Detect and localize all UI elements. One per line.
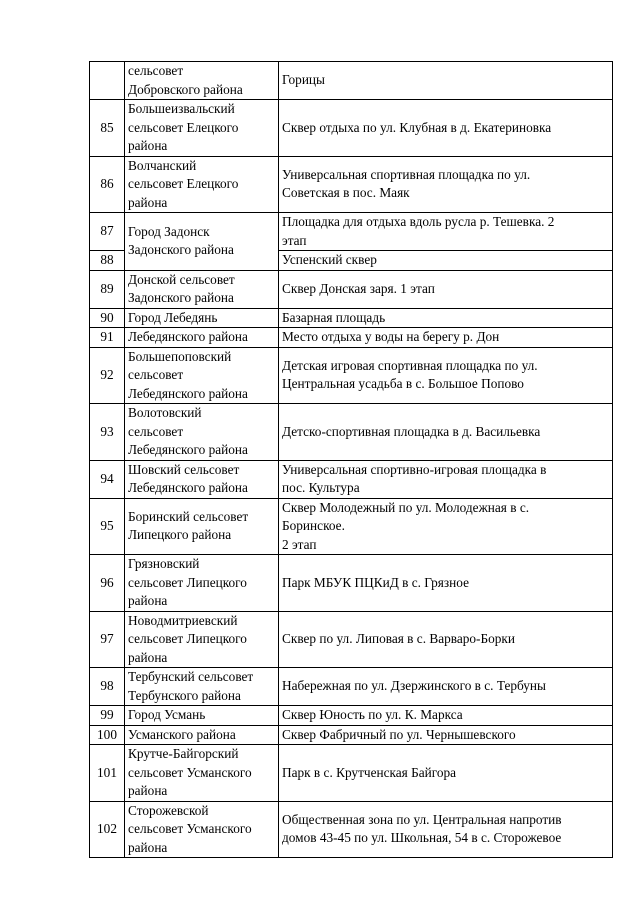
project-cell	[279, 555, 613, 612]
municipality-name: Новодмитриевский сельсовет Липецкого района	[128, 612, 247, 665]
row-number-cell: 98	[90, 668, 125, 706]
municipality-cell	[125, 555, 279, 612]
project-name: Сквер Юность по ул. К. Маркса	[282, 707, 463, 722]
municipality-name: Боринский сельсовет Липецкого района	[128, 508, 249, 543]
project-cell	[279, 801, 613, 858]
table-row	[90, 308, 613, 328]
table-row	[90, 555, 613, 612]
project-cell	[279, 347, 613, 404]
municipality-name: Грязновский сельсовет Липецкого района	[128, 556, 247, 608]
row-number-cell	[90, 62, 125, 100]
municipality-cell	[125, 328, 279, 348]
municipality-cell	[125, 404, 279, 461]
table-row	[90, 745, 613, 802]
municipality-name: Тербунский сельсовет Тербунского района	[128, 669, 254, 703]
row-number-cell: 99	[90, 706, 125, 726]
project-name: Базарная площадь	[282, 309, 386, 325]
project-name: Сквер Донская заря. 1 этап	[282, 280, 435, 296]
project-cell	[279, 498, 613, 555]
project-name: Успенский сквер	[282, 252, 377, 267]
project-name: Горицы	[282, 72, 325, 88]
project-cell	[279, 156, 613, 213]
project-cell	[279, 706, 613, 726]
row-number-cell: 87	[90, 213, 125, 251]
municipality-name: Большеизвальский сельсовет Елецкого района	[128, 101, 239, 153]
project-cell	[279, 251, 613, 271]
table-row	[90, 404, 613, 461]
project-name: Общественная зона по ул. Центральная напротив домов 43-45 по ул. Школьная, 54 в с. Сторожевое	[282, 811, 562, 846]
table-row	[90, 328, 613, 348]
project-cell	[279, 404, 613, 461]
municipality-name: Крутче-Байгорский сельсовет Усманского района	[128, 746, 252, 798]
project-name: Сквер Молодежный по ул. Молодежная в с. Боринское. 2 этап	[282, 499, 530, 552]
project-name: Детско-спортивная площадка в д. Васильевка	[282, 423, 541, 439]
project-name: Площадка для отдыха вдоль русла р. Тешевка. 2 этап	[282, 214, 555, 248]
municipality-cell	[125, 62, 279, 100]
municipality-cell	[125, 347, 279, 404]
municipality-name: Сторожевской сельсовет Усманского района	[128, 802, 252, 855]
projects-table-body	[90, 62, 613, 858]
municipality-name: Волчанский сельсовет Елецкого района	[128, 157, 239, 210]
municipality-name: Город Усмань	[128, 707, 206, 722]
municipality-cell	[125, 156, 279, 213]
table-row	[90, 498, 613, 555]
municipality-cell	[125, 213, 279, 271]
table-row	[90, 100, 613, 157]
project-name: Сквер отдыха по ул. Клубная в д. Екатериновка	[282, 119, 552, 135]
municipality-cell	[125, 611, 279, 668]
municipality-name: Город Лебедянь	[128, 309, 218, 325]
municipality-name: Город Задонск Задонского района	[128, 223, 234, 258]
row-number-cell: 88	[90, 251, 125, 271]
row-number-cell: 86	[90, 156, 125, 213]
municipality-cell	[125, 668, 279, 706]
table-row	[90, 706, 613, 726]
project-name: Сквер Фабричный по ул. Чернышевского	[282, 726, 516, 742]
table-row	[90, 668, 613, 706]
project-name: Парк МБУК ПЦКиД в с. Грязное	[282, 574, 469, 590]
municipality-cell	[125, 308, 279, 328]
municipality-cell	[125, 745, 279, 802]
project-cell	[279, 328, 613, 348]
table-row	[90, 725, 613, 745]
municipality-name: Волотовский сельсовет Лебедянского района	[128, 405, 248, 457]
project-name: Набережная по ул. Дзержинского в с. Тербуны	[282, 678, 546, 694]
municipality-cell	[125, 270, 279, 308]
municipality-cell	[125, 706, 279, 726]
municipality-name: Шовский сельсовет Лебедянского района	[128, 461, 248, 495]
row-number-cell: 102	[90, 801, 125, 858]
row-number-cell: 92	[90, 347, 125, 404]
project-cell	[279, 725, 613, 745]
project-cell	[279, 745, 613, 802]
project-cell	[279, 611, 613, 668]
row-number-cell: 97	[90, 611, 125, 668]
project-cell	[279, 668, 613, 706]
table-row	[90, 611, 613, 668]
row-number-cell: 95	[90, 498, 125, 555]
municipality-name: Усманского района	[128, 726, 236, 742]
row-number-cell: 91	[90, 328, 125, 348]
table-row	[90, 62, 613, 100]
municipality-cell	[125, 100, 279, 157]
table-row	[90, 460, 613, 498]
row-number-cell: 96	[90, 555, 125, 612]
municipality-cell	[125, 460, 279, 498]
project-cell	[279, 213, 613, 251]
municipality-name: Лебедянского района	[128, 329, 248, 344]
project-cell	[279, 62, 613, 100]
table-row	[90, 347, 613, 404]
project-name: Сквер по ул. Липовая в с. Варваро-Борки	[282, 631, 515, 646]
table-row	[90, 801, 613, 858]
project-name: Место отдыха у воды на берегу р. Дон	[282, 329, 500, 344]
table-row	[90, 156, 613, 213]
table-row	[90, 213, 613, 251]
municipality-cell	[125, 801, 279, 858]
row-number-cell: 101	[90, 745, 125, 802]
project-cell	[279, 100, 613, 157]
municipality-name: Донской сельсовет Задонского района	[128, 271, 235, 305]
row-number-cell: 89	[90, 270, 125, 308]
municipality-cell	[125, 498, 279, 555]
row-number-cell: 94	[90, 460, 125, 498]
row-number-cell: 93	[90, 404, 125, 461]
project-name: Универсальная спортивная площадка по ул. Советская в пос. Маяк	[282, 166, 531, 201]
row-number-cell: 85	[90, 100, 125, 157]
municipality-name: сельсовет Добровского района	[128, 63, 243, 97]
project-name: Парк в с. Крутченская Байгора	[282, 764, 457, 780]
table-row	[90, 270, 613, 308]
project-name: Универсальная спортивно-игровая площадка в пос. Культура	[282, 461, 547, 495]
row-number-cell: 90	[90, 308, 125, 328]
project-name: Детская игровая спортивная площадка по ул. Центральная усадьба в с. Большое Попово	[282, 357, 538, 392]
municipality-name: Большепоповский сельсовет Лебедянского района	[128, 348, 248, 401]
municipality-cell	[125, 725, 279, 745]
project-cell	[279, 308, 613, 328]
project-cell	[279, 270, 613, 308]
row-number-cell: 100	[90, 725, 125, 745]
projects-table	[89, 61, 613, 858]
project-cell	[279, 460, 613, 498]
